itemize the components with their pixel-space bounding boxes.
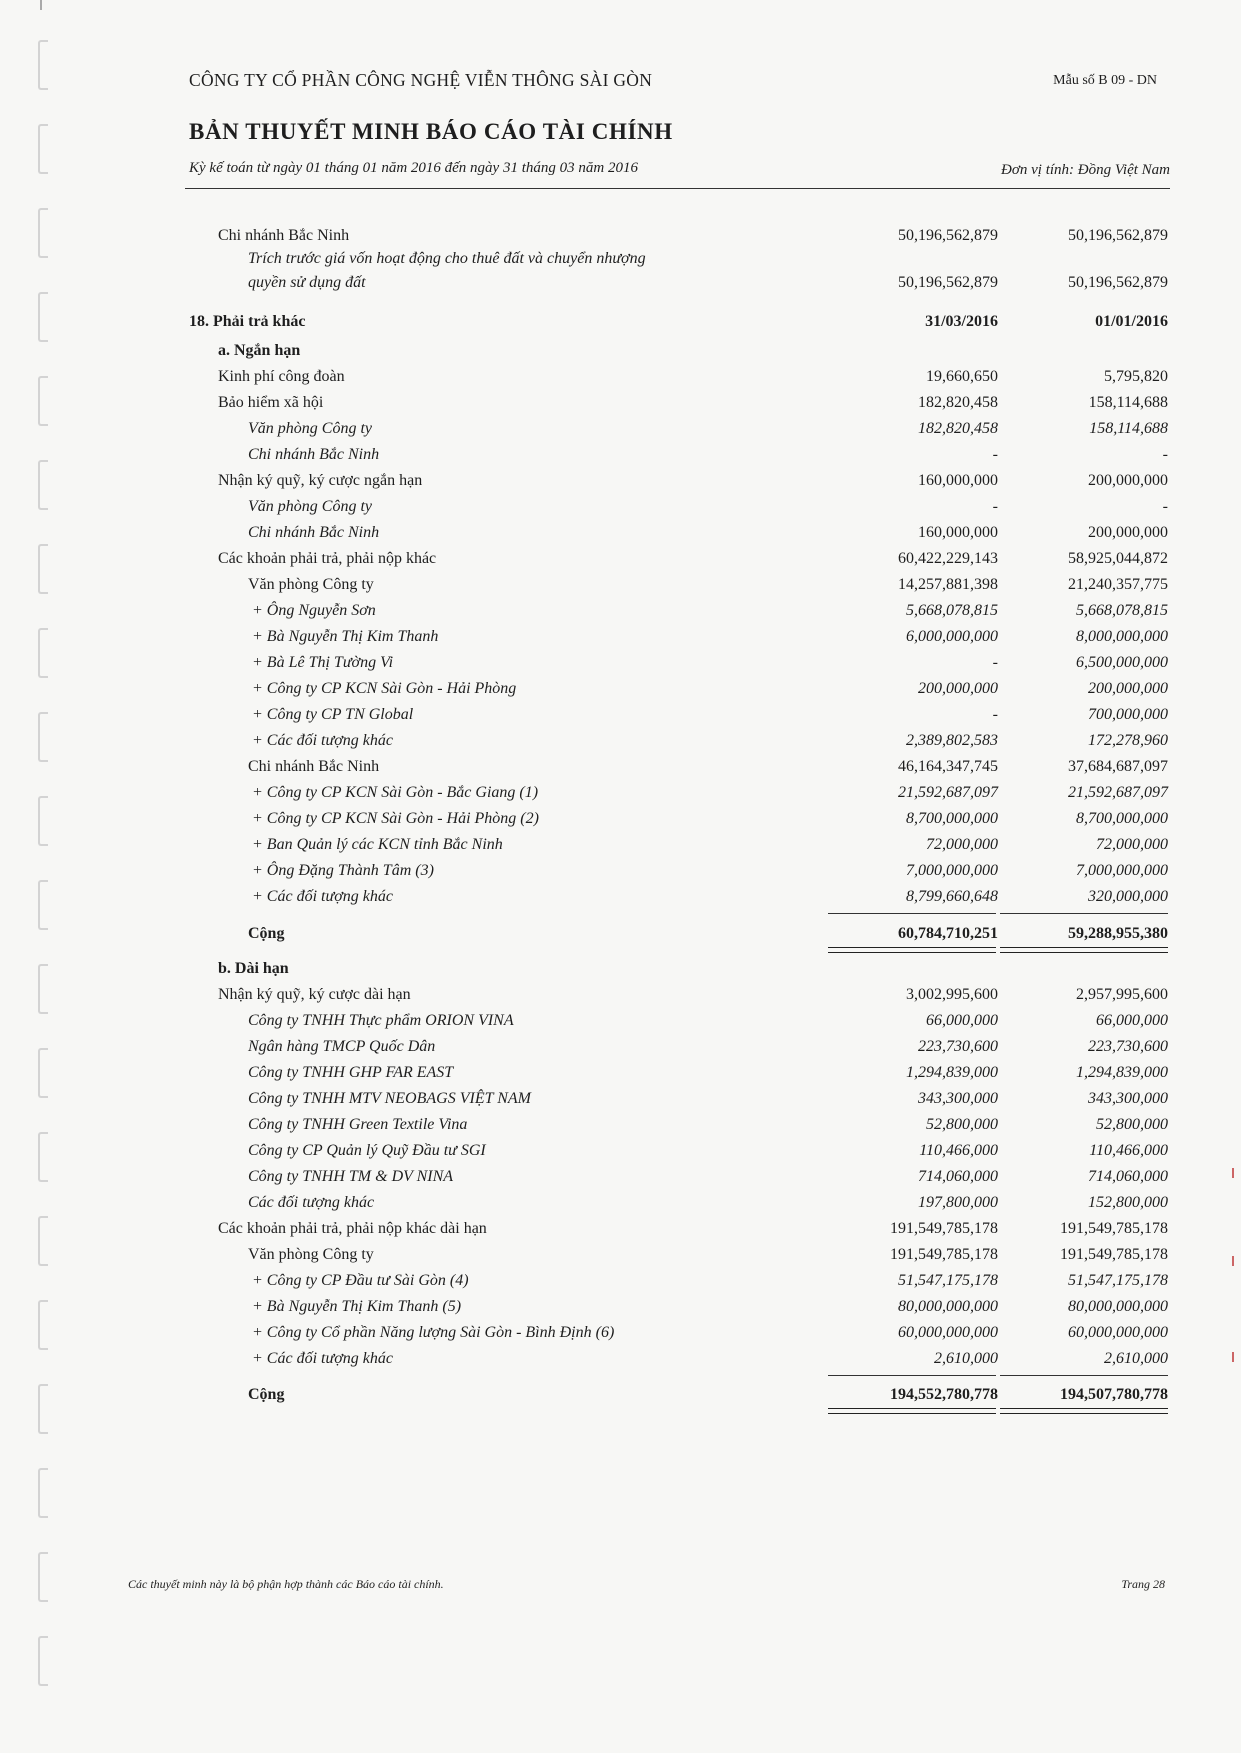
value-2016-03: 50,196,562,879 — [898, 274, 998, 291]
row-label: + Các đối tượng khác — [252, 732, 393, 749]
double-underline — [828, 1408, 996, 1414]
value-2016-01: 152,800,000 — [1088, 1194, 1168, 1211]
value-2016-01: 8,000,000,000 — [1076, 628, 1168, 645]
subtotal-rule — [828, 1375, 996, 1376]
row-label: Các đối tượng khác — [248, 1194, 375, 1211]
row-label: Chi nhánh Bắc Ninh — [248, 758, 380, 775]
value-2016-01: 37,684,687,097 — [1068, 758, 1168, 775]
value-2016-01: 2,610,000 — [1104, 1350, 1168, 1367]
row-label: + Các đối tượng khác — [252, 888, 393, 905]
row-label: Ngân hàng TMCP Quốc Dân — [248, 1038, 436, 1055]
table-row — [0, 1064, 1241, 1086]
value-2016-01: 343,300,000 — [1088, 1090, 1168, 1107]
table-row — [0, 836, 1241, 858]
row-label: Công ty TNHH TM & DV NINA — [248, 1168, 454, 1185]
table-row — [0, 602, 1241, 624]
table-row — [0, 420, 1241, 442]
value-2016-03: 110,466,000 — [919, 1142, 998, 1159]
value-2016-03: 223,730,600 — [918, 1038, 998, 1055]
table-row — [0, 1298, 1241, 1320]
row-label: + Bà Lê Thị Tường Vi — [252, 654, 394, 671]
row-label: + Công ty CP TN Global — [252, 706, 414, 723]
value-2016-03: - — [992, 446, 998, 463]
value-2016-03: 72,000,000 — [926, 836, 998, 853]
subtotal-rule — [828, 913, 996, 914]
row-label: + Ban Quản lý các KCN tỉnh Bắc Ninh — [252, 836, 503, 853]
row-label: Công ty TNHH Green Textile Vina — [248, 1116, 468, 1133]
header-divider — [185, 188, 1170, 189]
value-2016-01: 191,549,785,178 — [1060, 1246, 1168, 1263]
row-label: + Bà Nguyễn Thị Kim Thanh — [252, 628, 439, 645]
row-label: + Công ty Cổ phần Năng lượng Sài Gòn - Bình Định (6) — [252, 1324, 615, 1341]
column-header-2016-03: 31/03/2016 — [925, 313, 998, 330]
total-row — [0, 925, 1241, 947]
value-2016-01: 158,114,688 — [1088, 394, 1168, 411]
row-label: + Công ty CP KCN Sài Gòn - Bắc Giang (1) — [252, 784, 539, 801]
row-label: + Công ty CP KCN Sài Gòn - Hải Phòng — [252, 680, 517, 697]
value-2016-03: 191,549,785,178 — [890, 1246, 998, 1263]
table-row — [0, 732, 1241, 754]
table-row — [0, 810, 1241, 832]
table-row — [0, 1168, 1241, 1190]
value-2016-01: 714,060,000 — [1088, 1168, 1168, 1185]
value-2016-01: 5,795,820 — [1104, 368, 1168, 385]
value-2016-03: 1,294,839,000 — [906, 1064, 998, 1081]
row-label: Chi nhánh Bắc Ninh — [248, 524, 380, 541]
row-label: + Công ty CP Đầu tư Sài Gòn (4) — [252, 1272, 469, 1289]
table-row — [0, 1246, 1241, 1268]
value-2016-03: 66,000,000 — [926, 1012, 998, 1029]
value-2016-03: - — [992, 706, 998, 723]
table-row — [0, 654, 1241, 676]
value-2016-03: 714,060,000 — [918, 1168, 998, 1185]
currency-unit: Đơn vị tính: Đồng Việt Nam — [1001, 162, 1170, 178]
value-2016-01: 52,800,000 — [1096, 1116, 1168, 1133]
row-label: Bảo hiểm xã hội — [218, 394, 324, 411]
table-row — [0, 1012, 1241, 1034]
value-2016-01: 80,000,000,000 — [1068, 1298, 1168, 1315]
value-2016-01: 1,294,839,000 — [1076, 1064, 1168, 1081]
value-2016-01: 8,700,000,000 — [1076, 810, 1168, 827]
value-2016-03: - — [992, 498, 998, 515]
double-underline — [828, 947, 996, 953]
table-row — [0, 628, 1241, 650]
section-title: 18. Phải trả khác — [189, 313, 306, 330]
binder-ring — [38, 40, 48, 90]
row-label: + Công ty CP KCN Sài Gòn - Hải Phòng (2) — [252, 810, 539, 827]
subsection-title — [0, 342, 1241, 364]
long-term-title: b. Dài hạn — [218, 960, 289, 977]
value-2016-03: 343,300,000 — [918, 1090, 998, 1107]
table-row — [0, 1142, 1241, 1164]
row-label: + Ông Nguyễn Sơn — [252, 602, 376, 619]
row-label: Văn phòng Công ty — [248, 1246, 374, 1263]
total-2016-01: 194,507,780,778 — [1060, 1386, 1168, 1403]
table-row — [0, 1194, 1241, 1216]
value-2016-01: 58,925,044,872 — [1068, 550, 1168, 567]
table-row — [0, 1038, 1241, 1060]
value-2016-03: 160,000,000 — [918, 472, 998, 489]
table-row — [0, 576, 1241, 598]
row-label: Nhận ký quỹ, ký cược ngắn hạn — [218, 472, 423, 489]
double-underline — [1000, 947, 1168, 953]
table-row — [0, 250, 1241, 272]
row-label: Văn phòng Công ty — [248, 498, 372, 515]
value-2016-03: 80,000,000,000 — [898, 1298, 998, 1315]
table-row — [0, 550, 1241, 572]
value-2016-01: 200,000,000 — [1088, 524, 1168, 541]
row-label: + Bà Nguyễn Thị Kim Thanh (5) — [252, 1298, 462, 1315]
value-2016-03: 3,002,995,600 — [906, 986, 998, 1003]
value-2016-01: 320,000,000 — [1088, 888, 1168, 905]
short-term-title: a. Ngắn hạn — [218, 342, 301, 359]
table-row — [0, 472, 1241, 494]
table-row — [0, 274, 1241, 296]
table-row — [0, 368, 1241, 390]
table-row — [0, 1116, 1241, 1138]
row-label: Công ty TNHH MTV NEOBAGS VIỆT NAM — [248, 1090, 531, 1107]
value-2016-01: 51,547,175,178 — [1068, 1272, 1168, 1289]
row-label: Nhận ký quỹ, ký cược dài hạn — [218, 986, 411, 1003]
value-2016-01: 50,196,562,879 — [1068, 274, 1168, 291]
value-2016-01: 158,114,688 — [1089, 420, 1168, 437]
binder-ring — [38, 1636, 48, 1686]
row-label: Văn phòng Công ty — [248, 576, 374, 593]
value-2016-03: 14,257,881,398 — [898, 576, 998, 593]
value-2016-01: 110,466,000 — [1089, 1142, 1168, 1159]
value-2016-01: 2,957,995,600 — [1076, 986, 1168, 1003]
company-name: CÔNG TY CỔ PHẦN CÔNG NGHỆ VIỄN THÔNG SÀI GÒN — [189, 70, 653, 90]
table-row — [0, 1090, 1241, 1112]
value-2016-03: 8,799,660,648 — [906, 888, 998, 905]
value-2016-01: 21,240,357,775 — [1068, 576, 1168, 593]
value-2016-03: 197,800,000 — [918, 1194, 998, 1211]
value-2016-01: 66,000,000 — [1096, 1012, 1168, 1029]
value-2016-03: 5,668,078,815 — [906, 602, 998, 619]
table-row — [0, 888, 1241, 910]
value-2016-01: 191,549,785,178 — [1060, 1220, 1168, 1237]
column-header-2016-01: 01/01/2016 — [1095, 313, 1168, 330]
footer-note: Các thuyết minh này là bộ phận hợp thành các Báo cáo tài chính. — [128, 1577, 444, 1591]
table-row — [0, 446, 1241, 468]
table-row — [0, 706, 1241, 728]
binder-ring — [38, 1552, 48, 1602]
form-number: Mẫu số B 09 - DN — [1053, 73, 1157, 88]
table-row — [0, 758, 1241, 780]
subtotal-rule — [1000, 913, 1168, 914]
value-2016-01: 50,196,562,879 — [1068, 227, 1168, 244]
value-2016-03: - — [992, 654, 998, 671]
value-2016-01: 200,000,000 — [1088, 472, 1168, 489]
value-2016-01: - — [1162, 446, 1168, 463]
row-label: Trích trước giá vốn hoạt động cho thuê đất và chuyển nhượng — [248, 250, 646, 267]
section-header — [0, 313, 1241, 335]
table-row — [0, 394, 1241, 416]
value-2016-03: 182,820,458 — [918, 420, 998, 437]
table-row — [0, 1324, 1241, 1346]
value-2016-01: 72,000,000 — [1096, 836, 1168, 853]
value-2016-03: 2,610,000 — [934, 1350, 998, 1367]
row-label: quyền sử dụng đất — [248, 274, 366, 291]
subtotal-rule — [1000, 1375, 1168, 1376]
value-2016-01: 223,730,600 — [1088, 1038, 1168, 1055]
row-label: Công ty CP Quản lý Quỹ Đầu tư SGI — [248, 1142, 486, 1159]
value-2016-03: 52,800,000 — [926, 1116, 998, 1133]
value-2016-03: 60,422,229,143 — [898, 550, 998, 567]
table-row — [0, 1220, 1241, 1242]
row-label: Các khoản phải trả, phải nộp khác dài hạn — [218, 1220, 487, 1237]
table-row — [0, 862, 1241, 884]
value-2016-01: 7,000,000,000 — [1076, 862, 1168, 879]
value-2016-03: 200,000,000 — [918, 680, 998, 697]
reporting-period: Kỳ kế toán từ ngày 01 tháng 01 năm 2016 đến ngày 31 tháng 03 năm 2016 — [189, 160, 638, 176]
total-2016-01: 59,288,955,380 — [1068, 925, 1168, 942]
value-2016-01: 5,668,078,815 — [1076, 602, 1168, 619]
value-2016-03: 2,389,802,583 — [906, 732, 998, 749]
row-label: Các khoản phải trả, phải nộp khác — [218, 550, 437, 567]
value-2016-01: 200,000,000 — [1088, 680, 1168, 697]
row-label: Công ty TNHH GHP FAR EAST — [248, 1064, 454, 1081]
page-number: Trang 28 — [1121, 1577, 1165, 1591]
value-2016-03: 6,000,000,000 — [906, 628, 998, 645]
row-label: Chi nhánh Bắc Ninh — [218, 227, 350, 244]
document-title: BẢN THUYẾT MINH BÁO CÁO TÀI CHÍNH — [189, 119, 673, 144]
value-2016-03: 51,547,175,178 — [898, 1272, 998, 1289]
row-label: Chi nhánh Bắc Ninh — [248, 446, 380, 463]
total-label: Cộng — [248, 925, 285, 942]
table-row — [0, 1350, 1241, 1372]
value-2016-03: 8,700,000,000 — [906, 810, 998, 827]
total-2016-03: 60,784,710,251 — [898, 925, 998, 942]
row-label: + Các đối tượng khác — [252, 1350, 393, 1367]
value-2016-01: 21,592,687,097 — [1068, 784, 1168, 801]
table-row — [0, 784, 1241, 806]
table-row — [0, 498, 1241, 520]
value-2016-03: 182,820,458 — [918, 394, 998, 411]
value-2016-03: 60,000,000,000 — [898, 1324, 998, 1341]
value-2016-03: 7,000,000,000 — [906, 862, 998, 879]
binder-ring — [38, 1468, 48, 1518]
value-2016-01: 172,278,960 — [1088, 732, 1168, 749]
table-row — [0, 1272, 1241, 1294]
total-2016-03: 194,552,780,778 — [890, 1386, 998, 1403]
value-2016-03: 19,660,650 — [926, 368, 998, 385]
total-label: Cộng — [248, 1386, 285, 1403]
value-2016-03: 160,000,000 — [918, 524, 998, 541]
row-label: + Ông Đặng Thành Tâm (3) — [252, 862, 434, 879]
value-2016-03: 191,549,785,178 — [890, 1220, 998, 1237]
value-2016-03: 50,196,562,879 — [898, 227, 998, 244]
table-row — [0, 986, 1241, 1008]
value-2016-01: 60,000,000,000 — [1068, 1324, 1168, 1341]
table-row — [0, 524, 1241, 546]
value-2016-01: 6,500,000,000 — [1076, 654, 1168, 671]
row-label: Công ty TNHH Thực phẩm ORION VINA — [248, 1012, 514, 1029]
total-row — [0, 1386, 1241, 1408]
double-underline — [1000, 1408, 1168, 1414]
binder-ring — [38, 124, 48, 174]
value-2016-01: 700,000,000 — [1088, 706, 1168, 723]
value-2016-03: 46,164,347,745 — [898, 758, 998, 775]
value-2016-01: - — [1162, 498, 1168, 515]
value-2016-03: 21,592,687,097 — [898, 784, 998, 801]
table-row — [0, 227, 1241, 249]
table-row — [0, 680, 1241, 702]
row-label: Kinh phí công đoàn — [218, 368, 345, 385]
subsection-title — [0, 960, 1241, 982]
row-label: Văn phòng Công ty — [248, 420, 372, 437]
